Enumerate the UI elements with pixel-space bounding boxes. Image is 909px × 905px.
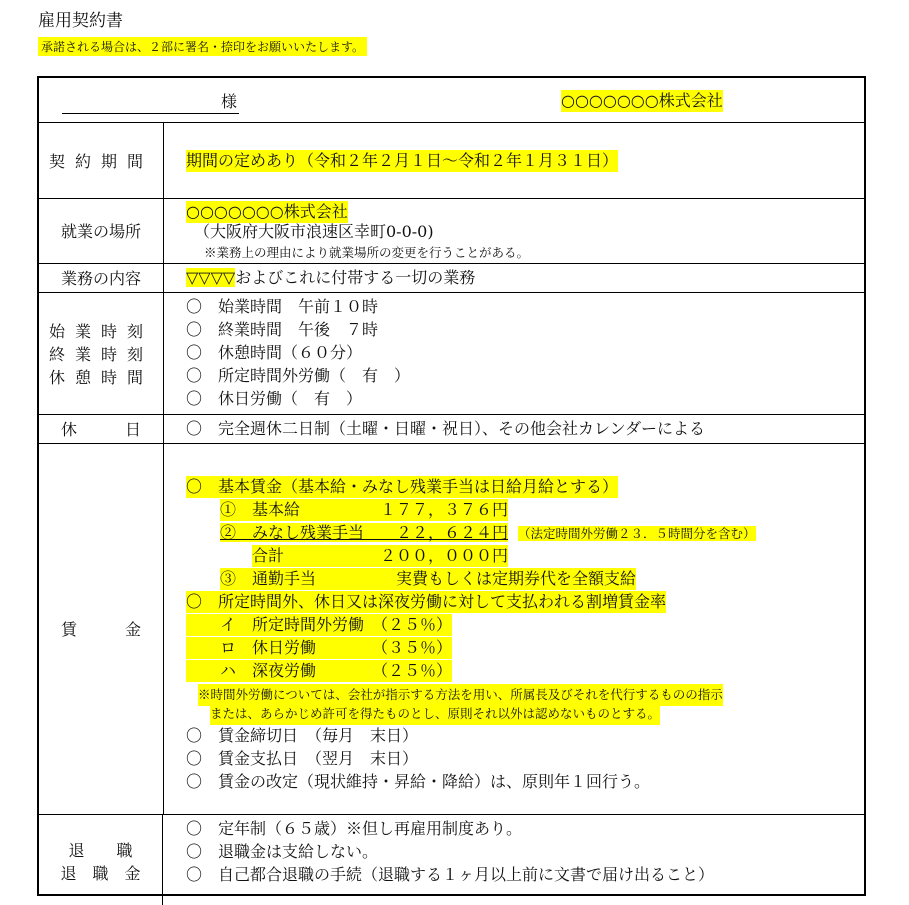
premium-rate-heading: 〇 所定時間外、休日又は深夜労働に対して支払われる割増賃金率 <box>186 592 667 611</box>
duties-label: 業務の内容 <box>39 264 164 293</box>
contract-period-row <box>39 122 864 199</box>
premium-rate-night: ハ 深夜労働 （２５％） <box>186 660 452 682</box>
workplace-label: 就業の場所 <box>39 199 164 264</box>
contract-table <box>37 76 866 896</box>
retirement-label-line-2: 退 職 金 <box>60 864 141 883</box>
document-title: 雇用契約書 <box>38 11 123 31</box>
duties-placeholder: ▽▽▽▽ <box>186 268 236 287</box>
duties-row <box>39 263 864 293</box>
base-pay: ① 基本給 １７７，３７６円 <box>220 500 509 519</box>
working-hours-row <box>39 292 864 415</box>
workplace-company: ○○○○○○○株式会社 <box>186 202 348 221</box>
break-time-label: 休憩時間 <box>48 367 153 387</box>
deemed-overtime-note: （法定時間外労働２３．５時間分を含む） <box>518 526 756 541</box>
basic-wage-heading: 〇 基本賃金（基本給・みなし残業手当は日給月給とする） <box>186 477 619 496</box>
commute-allowance: ③ 通勤手当 実費もしくは定期券代を全額支給 <box>220 569 637 588</box>
retirement-label <box>39 815 163 905</box>
retirement-row <box>39 814 864 905</box>
start-time-label: 始業時刻 <box>48 321 153 341</box>
overtime-rule-note-1: ※時間外労働については、会社が指示する方法を用い、所属長及びそれを代行するものの指示 <box>198 684 723 706</box>
signing-instruction: 承諾される場合は、２部に署名・捺印をお願いいたします。 <box>38 37 367 56</box>
workplace-note: ※業務上の理由により就業場所の変更を行うことがある。 <box>204 245 530 260</box>
workplace-row <box>39 198 864 264</box>
hours-item-holiday-work: 〇 休日労働（ 有 ） <box>186 389 363 408</box>
premium-rate-holiday: ロ 休日労働 （３５％） <box>186 637 452 659</box>
deemed-overtime-pay: ② みなし残業手当 ２２，６２４円 <box>220 523 509 542</box>
addressee-line <box>62 91 239 114</box>
holidays-row <box>39 414 864 444</box>
end-time-label: 終業時刻 <box>48 344 153 364</box>
wages-row <box>39 443 864 815</box>
addressee-suffix: 様 <box>220 92 237 111</box>
working-hours-label <box>39 293 164 415</box>
holidays-value: 〇 完全週休二日制（土曜・日曜・祝日）、その他会社カレンダーによる <box>186 419 705 438</box>
wages-label: 賃 金 <box>39 444 164 815</box>
employer-company: ○○○○○○○株式会社 <box>561 91 723 110</box>
wage-total: 合計 ２００，０００円 <box>252 546 509 565</box>
retirement-item-procedure: 〇 自己都合退職の手続（退職する１ヶ月以上前に文書で届け出ること） <box>186 865 715 884</box>
workplace-address: （大阪府大阪市浪速区幸町0-0-0) <box>194 222 434 241</box>
premium-rate-overtime: イ 所定時間外労働 （２５％） <box>186 614 452 636</box>
retirement-label-line-1: 退 職 <box>68 841 133 860</box>
deemed-overtime-line <box>220 522 756 545</box>
hours-item-overtime: 〇 所定時間外労働（ 有 ） <box>186 366 411 385</box>
duties-value <box>186 267 475 289</box>
contract-period-label: 契約期間 <box>39 123 164 199</box>
holidays-label: 休 日 <box>39 415 164 444</box>
pay-day: 〇 賃金支払日 （翌月 末日） <box>186 749 419 768</box>
hours-item-end: 〇 終業時間 午後 ７時 <box>186 320 379 339</box>
hours-item-start: 〇 始業時間 午前１０時 <box>186 297 379 316</box>
contract-period-value: 期間の定めあり（令和２年２月１日～令和２年１月３１日） <box>186 151 619 170</box>
wage-revision: 〇 賃金の改定（現状維持・昇給・降給）は、原則年１回行う。 <box>186 772 651 791</box>
retirement-item-severance: 〇 退職金は支給しない。 <box>186 842 379 861</box>
closing-day: 〇 賃金締切日 （毎月 末日） <box>186 726 419 745</box>
duties-description: およびこれに付帯する一切の業務 <box>235 268 476 287</box>
addressee-row <box>39 78 864 122</box>
retirement-item-age-limit: 〇 定年制（６５歳）※但し再雇用制度あり。 <box>186 819 523 838</box>
overtime-rule-note-2: または、あらかじめ許可を得たものとし、原則それ以外は認めないものとする。 <box>210 703 660 725</box>
hours-item-break: 〇 休憩時間（６０分） <box>186 343 363 362</box>
